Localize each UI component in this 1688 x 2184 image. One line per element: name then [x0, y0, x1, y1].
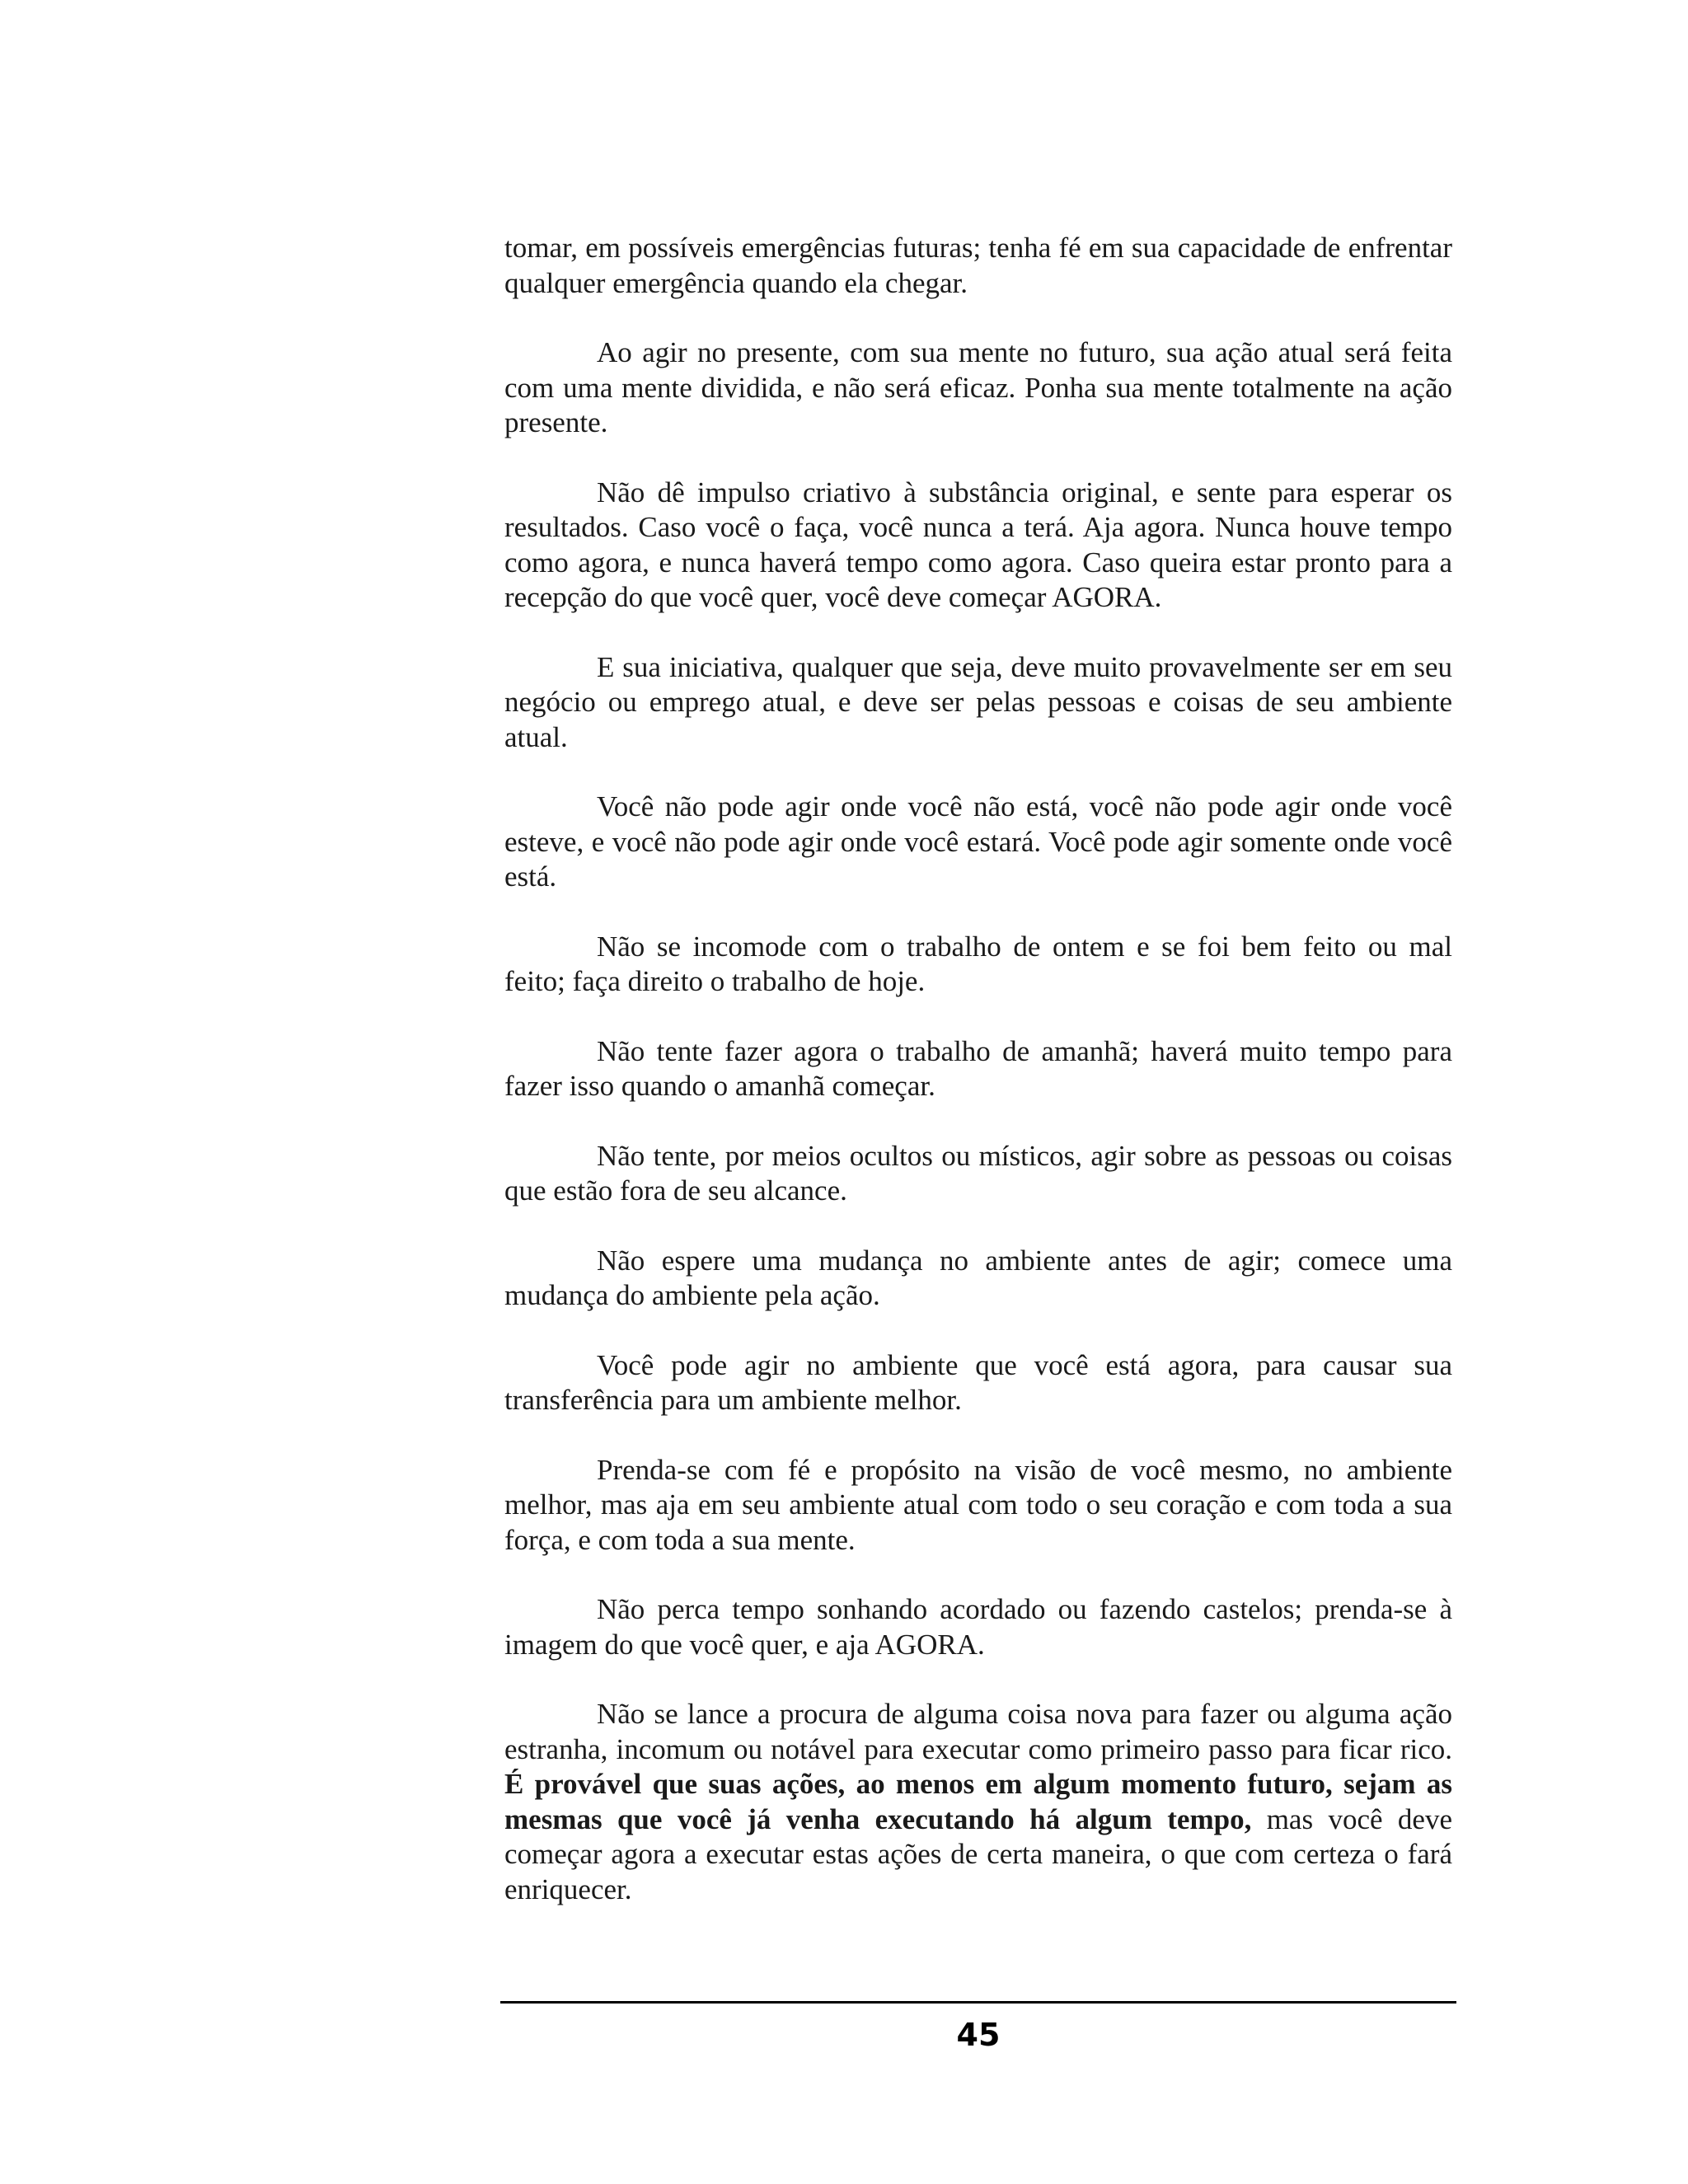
paragraph-7: Não tente fazer agora o trabalho de amanhã; haverá muito tempo para fazer isso quando o amanhã começar.	[504, 1034, 1452, 1102]
page-body	[504, 231, 1452, 1942]
paragraph-8: Não tente, por meios ocultos ou místicos, agir sobre as pessoas ou coisas que estão fora de seu alcance.	[504, 1139, 1452, 1207]
paragraph-6: Não se incomode com o trabalho de ontem e se foi bem feito ou mal feito; faça direito o trabalho de hoje.	[504, 930, 1452, 997]
paragraph-13-text: Não se lance a procura de alguma coisa nova para fazer ou alguma ação estranha, incomum ou notável para executar como primeiro passo para ficar rico.	[504, 1698, 1452, 1765]
paragraph-11: Prenda-se com fé e propósito na visão de você mesmo, no ambiente melhor, mas aja em seu ambiente atual com todo o seu coração e com toda a sua força, e com toda a sua mente.	[504, 1453, 1452, 1556]
paragraph-3: Não dê impulso criativo à substância original, e sente para esperar os resultados. Caso você o faça, você nunca a terá. Aja agora. Nunca houve tempo como agora, e nunca haverá tempo como agora. Caso queira estar pronto para a recepção do que você quer, você deve começar AGORA.	[504, 476, 1452, 613]
paragraph-2: Ao agir no presente, com sua mente no futuro, sua ação atual será feita com uma mente dividida, e não será eficaz. Ponha sua mente totalmente na ação presente.	[504, 336, 1452, 438]
footer-divider	[500, 2001, 1456, 2004]
paragraph-4: E sua iniciativa, qualquer que seja, deve muito provavelmente ser em seu negócio ou emprego atual, e deve ser pelas pessoas e coisas de seu ambiente atual.	[504, 650, 1452, 753]
paragraph-13-bold-text: É provável que suas ações, ao menos em algum momento futuro, sejam as mesmas que você já venha executando há algum tempo,	[504, 1768, 1452, 1835]
paragraph-1: tomar, em possíveis emergências futuras; tenha fé em sua capacidade de enfrentar qualquer emergência quando ela chegar.	[504, 232, 1452, 299]
paragraph-12: Não perca tempo sonhando acordado ou fazendo castelos; prenda-se à imagem do que você quer, e aja AGORA.	[504, 1593, 1452, 1661]
paragraph-13-text-end: mas você deve começar agora a executar estas ações de certa maneira, o que com certeza o fará enriquecer.	[504, 1802, 1452, 1905]
paragraph-9: Não espere uma mudança no ambiente antes de agir; comece uma mudança do ambiente pela ação.	[504, 1244, 1452, 1311]
paragraph-5: Você não pode agir onde você não está, você não pode agir onde você esteve, e você não pode agir onde você estará. Você pode agir somente onde você está.	[504, 790, 1452, 893]
paragraph-13	[504, 1697, 1452, 1907]
paragraph-10: Você pode agir no ambiente que você está agora, para causar sua transferência para um ambiente melhor.	[504, 1348, 1452, 1416]
page-number: 45	[956, 2017, 1001, 2053]
